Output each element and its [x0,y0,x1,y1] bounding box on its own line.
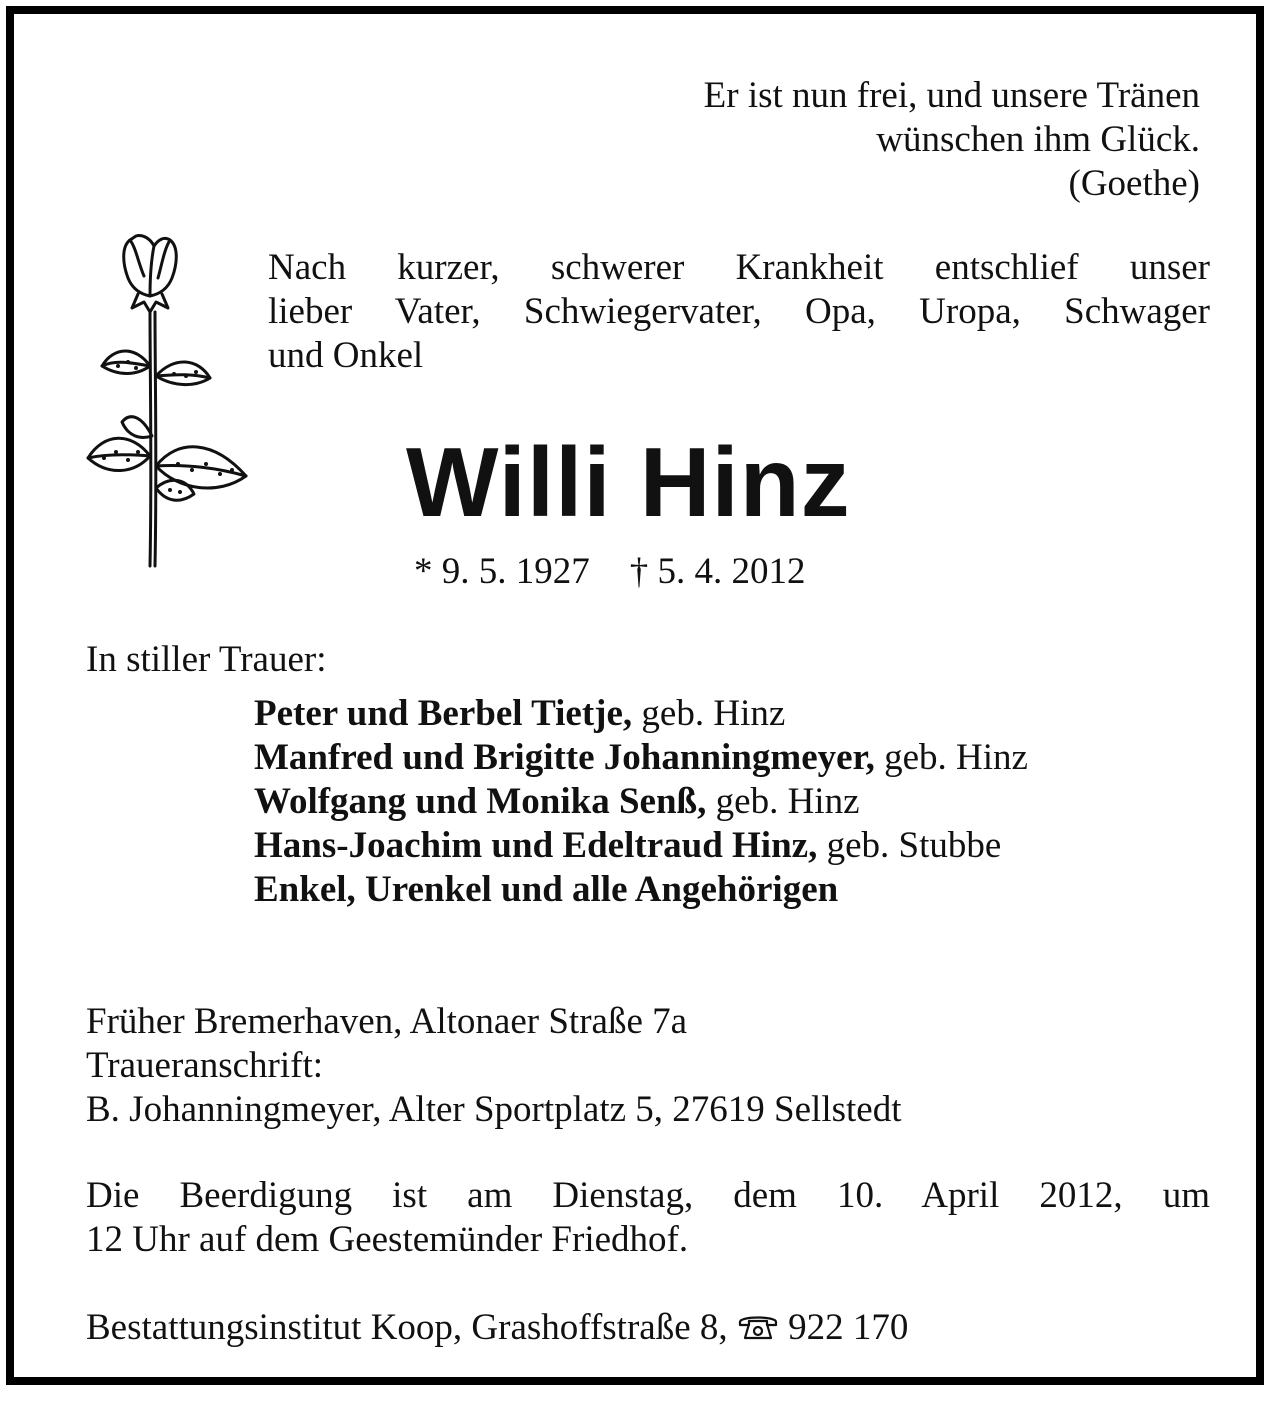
funeral-line-1: Die Beerdigung ist am Dienstag, dem 10. April 2012, um [86,1175,1210,1216]
mourner-row [254,736,1028,780]
funeral-info [86,1174,1210,1262]
rose-icon [78,226,250,578]
death-date: † 5. 4. 2012 [629,551,806,592]
obituary-notice [6,6,1264,1385]
address-block [86,1000,902,1132]
birth-date: * 9. 5. 1927 [414,551,590,592]
quote-line-1: Er ist nun frei, und unsere Tränen [703,75,1200,116]
goethe-quote [704,74,1200,206]
deceased-name: Willi Hinz [406,427,851,537]
mourner-row [254,780,1028,824]
former-address: Früher Bremerhaven, Altonaer Straße 7a [86,1001,688,1042]
undertaker-info [86,1306,908,1350]
mourning-label: In stiller Trauer: [86,639,327,680]
mourners-list [254,692,1028,912]
life-dates [414,550,806,594]
intro-line-1: Nach kurzer, schwerer Krankheit entschlief unser [268,247,1210,288]
mourner-names: Peter und Berbel Tietje, [254,693,633,734]
mourner-row [254,692,1028,736]
announcement-text [268,246,1210,378]
mourning-address-label: Traueranschrift: [86,1045,324,1086]
mourner-names: Manfred und Brigitte Johanningmeyer, [254,737,875,778]
intro-line-2: lieber Vater, Schwiegervater, Opa, Uropa, Schwager [268,291,1210,332]
mourner-row [254,824,1028,868]
intro-line-3: und Onkel [268,335,424,376]
mourner-names: Enkel, Urenkel und alle Angehörigen [254,869,839,910]
mourner-note: geb. Hinz [884,737,1028,778]
mourner-names: Hans-Joachim und Edeltraud Hinz, [254,825,818,866]
mourner-names: Wolfgang und Monika Senß, [254,781,707,822]
undertaker-text: Bestattungsinstitut Koop, Grashoffstraße 8, [86,1307,728,1348]
mourner-note: geb. Hinz [641,693,786,734]
quote-line-2: wünschen ihm Glück. [876,119,1200,160]
phone-number: 922 170 [788,1307,909,1348]
mourner-row [254,868,1028,912]
telephone-icon [737,1312,779,1342]
mourner-note: geb. Stubbe [826,825,1002,866]
mourner-note: geb. Hinz [715,781,860,822]
quote-author: (Goethe) [1068,163,1200,204]
mourning-address: B. Johanningmeyer, Alter Sportplatz 5, 27619 Sellstedt [86,1089,902,1130]
funeral-line-2: 12 Uhr auf dem Geestemünder Friedhof. [86,1219,689,1260]
